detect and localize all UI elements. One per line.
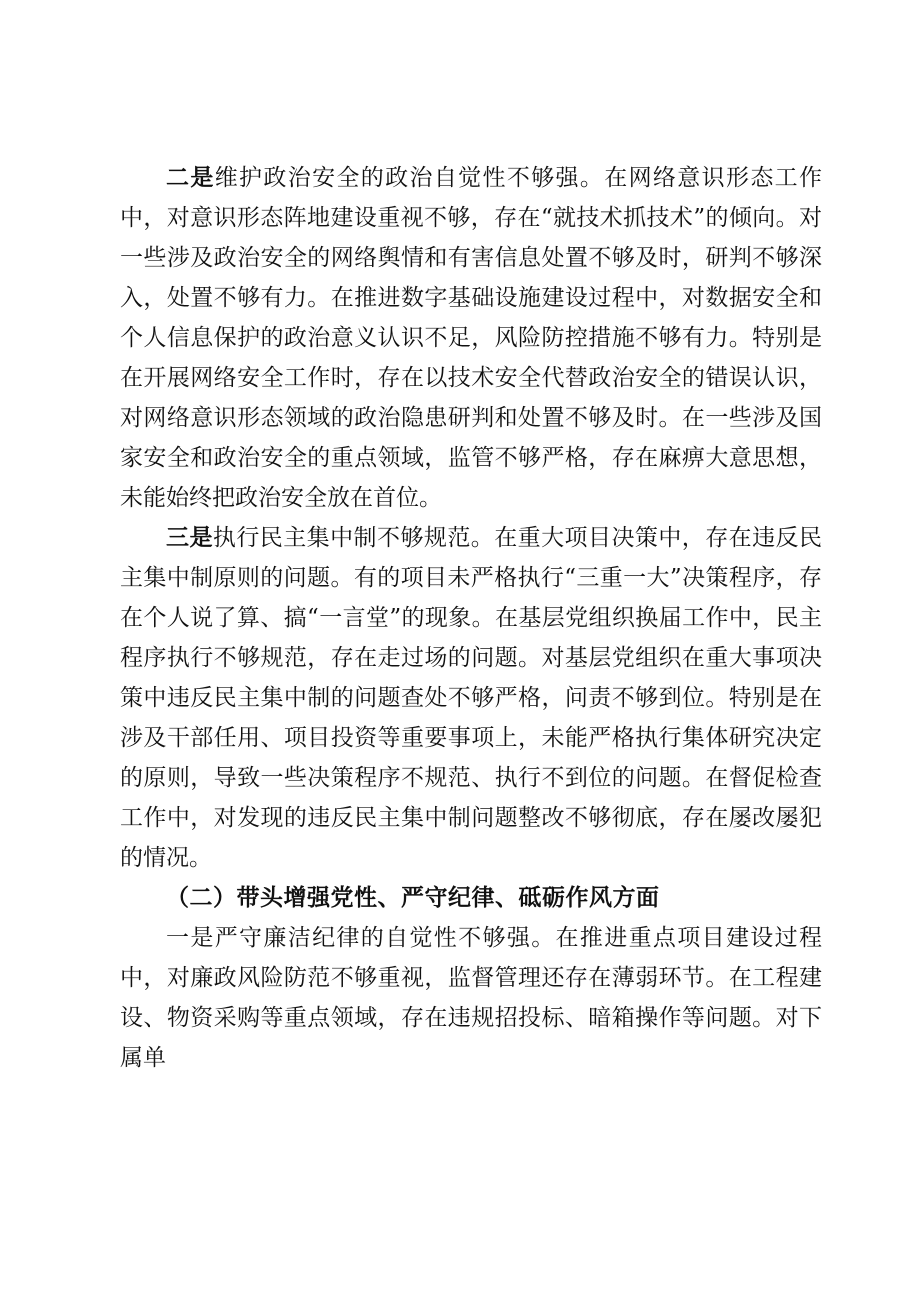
- paragraph-lead: 二是: [166, 164, 215, 191]
- paragraph-text: 维护政治安全的政治自觉性不够强。在网络意识形态工作中，对意识形态阵地建设重视不够，存在“就技术抓技术”的倾向。对一些涉及政治安全的网络舆情和有害信息处置不够及时，研判不够深入，处置不够有力。在推进数字基础设施建设过程中，对数据安全和个人信息保护的政治意义认识不足，风险防控措施不够有力。特别是在开展网络安全工作时，存在以技术安全代替政治安全的错误认识，对网络意识形态领域的政治隐患研判和处置不够及时。在一些涉及国家安全和政治安全的重点领域，监管不够严格，存在麻痹大意思想，未能始终把政治安全放在首位。: [120, 165, 823, 511]
- paragraph-lead: 三是: [166, 524, 213, 551]
- section-heading: （二）带头增强党性、严守纪律、砥砺作风方面: [166, 884, 660, 911]
- paragraph-integrity-discipline: [120, 918, 822, 1078]
- paragraph-political-security: [120, 158, 822, 518]
- paragraph-democratic-centralism: [120, 518, 822, 878]
- paragraph-text: 执行民主集中制不够规范。在重大项目决策中，存在违反民主集中制原则的问题。有的项目未严格执行“三重一大”决策程序，存在个人说了算、搞“一言堂”的现象。在基层党组织换届工作中，民主程序执行不够规范，存在走过场的问题。对基层党组织在重大事项决策中违反民主集中制的问题查处不够严格，问责不够到位。特别是在涉及干部任用、项目投资等重要事项上，未能严格执行集体研究决定的原则，导致一些决策程序不规范、执行不到位的问题。在督促检查工作中，对发现的违反民主集中制问题整改不够彻底，存在屡改屡犯的情况。: [120, 525, 823, 871]
- paragraph-text: 一是严守廉洁纪律的自觉性不够强。在推进重点项目建设过程中，对廉政风险防范不够重视，监督管理还存在薄弱环节。在工程建设、物资采购等重点领域，存在违规招投标、暗箱操作等问题。对下属单: [120, 925, 822, 1071]
- document-body: [120, 158, 822, 1078]
